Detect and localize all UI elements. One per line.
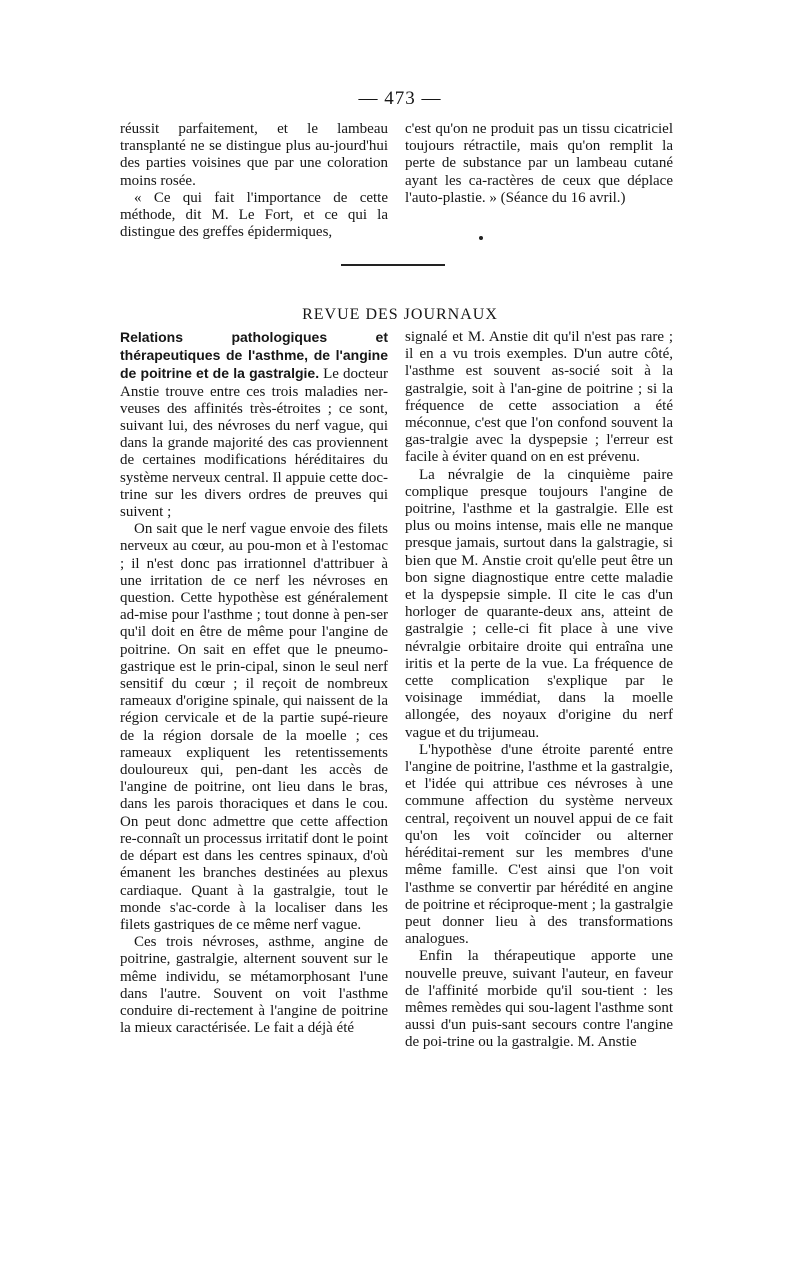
paragraph: L'hypothèse d'une étroite parenté entre l'angine de poitrine, l'asthme et la gastralgie, et l'idée qui attribue ces névroses à une commune affection du système nerveux central, reçoivent un nouvel appui de ce fait qu'on les voit coïncider ou alterner héréditai-rement sur les membres d'une même famille. C'est ainsi que l'on voit l'asthme se convertir par hérédité en angine de poitrine et réciproque-ment ; la gastralgie peut donner lieu à des transformations analogues. xyxy=(405,741,673,948)
article-intro-paragraph xyxy=(120,329,388,521)
paragraph: Ces trois névroses, asthme, angine de poitrine, gastralgie, alternent souvent sur le même individu, se métamorphosant l'une dans l'autre. Souvent on voit l'asthme conduire di-rectement à l'angine de poitrine la mieux caractérisée. Le fait a déjà été xyxy=(120,934,388,1037)
top-right-column xyxy=(405,121,673,207)
paragraph: c'est qu'on ne produit pas un tissu cicatriciel toujours rétractile, mais qu'on remplit la perte de substance par un lambeau cutané ayant les ca-ractères de ceux que déplace l'auto-plastie. » (Séance du 16 avril.) xyxy=(405,121,673,206)
paragraph: Enfin la thérapeutique apporte une nouvelle preuve, suivant l'auteur, en faveur de l'affinité morbide qu'il sou-tient : les mêmes remèdes qui sou-lagent l'asthme sont aussi d'un puis-sant secours contre l'angine de poi-trine ou la gastralgie. M. Anstie xyxy=(405,948,673,1051)
top-left-column xyxy=(120,121,388,241)
section-divider xyxy=(341,264,445,266)
article-left-column xyxy=(120,329,388,1037)
section-title: REVUE DES JOURNAUX xyxy=(302,306,498,323)
article-intro-text: Le docteur Anstie trouve entre ces trois maladies ner-veuses des affinités très-étroites ; ce sont, suivant lui, des névroses du nerf vague, qui dans la grande majorité des cas proviennent de certaines modifications héréditaires du système nerveux central. Il appuie cette doc-trine sur les divers ordres de preuves qui suivent ; xyxy=(120,366,388,521)
article-heading: Relations pathologiques et thérapeutiques de l'asthme, de l'angine de poitrine et de la gastralgie. xyxy=(120,329,388,382)
paragraph: signalé et M. Anstie dit qu'il n'est pas rare ; il en a vu trois exemples. D'un autre côté, l'asthme est souvent as-socié soit à la gastralgie, soit à l'an-gine de poitrine ; si la fréquence de cette association a été méconnue, c'est que l'on confond souvent la gas-tralgie avec la dyspepsie ; l'erreur est facile à éviter quand on en est prévenu. xyxy=(405,329,673,466)
paragraph: La névralgie de la cinquième paire complique presque toujours l'angine de poitrine, l'asthme et la gastralgie. Elle est plus ou moins intense, mais elle ne manque presque jamais, surtout dans la galstragie, si bien que M. Anstie croit qu'elle peut être un bon signe diagnostique entre cette maladie et la dyspepsie simple. Il cite le cas d'un horloger de quarante-deux ans, atteint de gastralgie ; celle-ci fit place à une vive névralgie orbitaire droite qui entraîna une iritis et la perte de la vue. La fréquence de cette complication s'explique par le voisinage immédiat, dans la moelle allongée, des noyaux d'origine du nerf vague et du trijumeau. xyxy=(405,466,673,741)
paragraph: « Ce qui fait l'importance de cette méthode, dit M. Le Fort, et ce qui la distingue des greffes épidermiques, xyxy=(120,189,388,241)
paragraph: réussit parfaitement, et le lambeau transplanté ne se distingue plus au-jourd'hui des parties voisines que par une coloration moins rosée. xyxy=(120,121,388,189)
paragraph: On sait que le nerf vague envoie des filets nerveux au cœur, au pou-mon et à l'estomac ; il n'est donc pas irrationnel d'attribuer à une irritation de ce nerf les névroses en question. Cette hypothèse est généralement ad-mise pour l'asthme ; tout donne à pen-ser qu'il doit en être de même pour l'angine de poitrine. On sait en effet que le pneumo-gastrique est le prin-cipal, sinon le seul nerf sensitif du cœur ; il reçoit de nombreux rameaux d'origine spinale, qui naissent de la région cervicale et de la partie supé-rieure de la région dorsale de la moelle ; ces rameaux expliquent les retentissements douloureux qui, pen-dant les accès de l'angine de poitrine, ont lieu dans le bras, dans les parois thoraciques et dans le cou. On peut donc admettre que cette affection re-connaît un processus irritatif dont le point de départ est dans les centres spinaux, d'où émanent les branches destinées au plexus cardiaque. Quant à la gastralgie, tout le monde s'ac-corde à la localiser dans les filets gastriques de ce même nerf vague. xyxy=(120,521,388,933)
article-right-column xyxy=(405,329,673,1052)
ink-dot xyxy=(479,236,483,240)
page-number: — 473 — xyxy=(358,88,442,109)
